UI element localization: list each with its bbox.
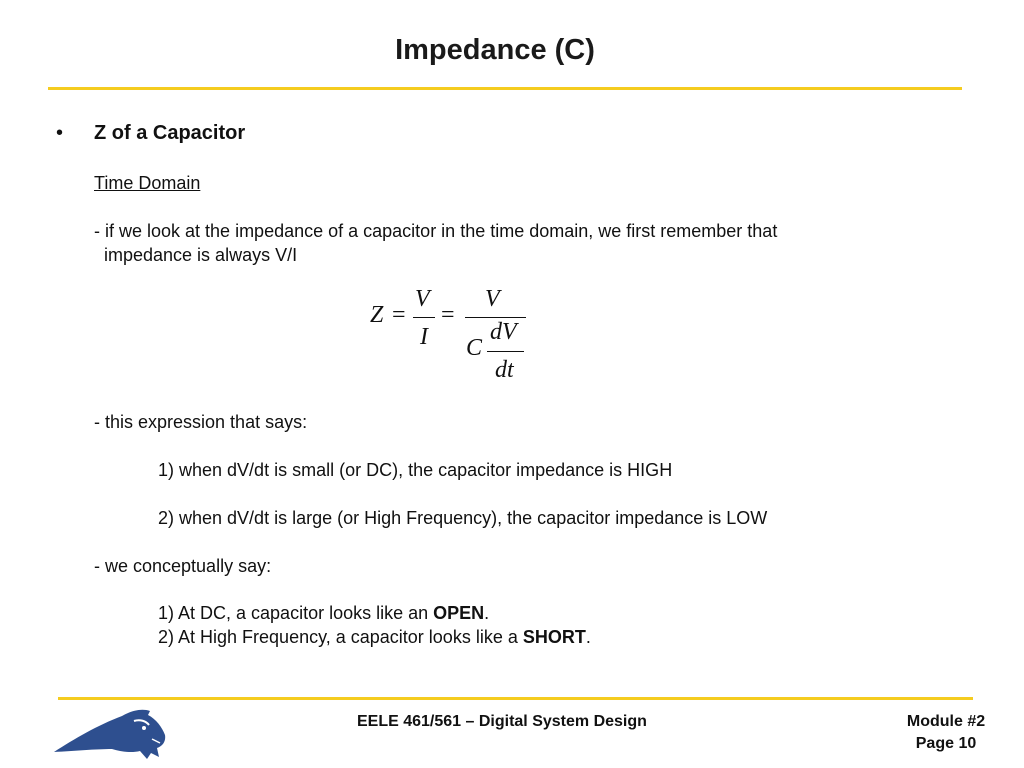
footer-page: Page 10: [915, 735, 977, 752]
impedance-equation: [365, 285, 535, 385]
derivative-denominator: dt: [495, 357, 514, 383]
list-item: 1) when dV/dt is small (or DC), the capacitor impedance is HIGH: [158, 460, 673, 480]
footer-divider: [58, 697, 973, 700]
list-item-text: 1) At DC, a capacitor looks like an: [158, 603, 434, 623]
list-item: [158, 601, 489, 625]
footer-module-page: [896, 711, 996, 755]
list-item: 2) when dV/dt is large (or High Frequency), the capacitor impedance is LOW: [158, 508, 768, 528]
slide-title: Impedance (C): [395, 34, 595, 66]
fraction1-denominator: I: [420, 324, 428, 350]
fraction2-coefficient: C: [466, 335, 483, 361]
equation-equals-1: =: [392, 302, 406, 328]
fraction1-numerator: V: [415, 286, 430, 312]
conceptual-paragraph: - we conceptually say:: [94, 556, 272, 576]
section-heading: Z of a Capacitor: [94, 122, 246, 144]
derivative-line: [487, 351, 524, 352]
expression-paragraph: - this expression that says:: [94, 412, 308, 432]
list-item: [158, 625, 591, 649]
equation-z: Z: [370, 302, 384, 328]
list-item-emphasis: SHORT: [522, 627, 586, 647]
list-item-punct: .: [484, 603, 490, 623]
footer-course: EELE 461/561 – Digital System Design: [357, 713, 647, 730]
title-divider: [48, 87, 962, 90]
bobcat-logo-icon: [52, 705, 170, 765]
footer-module: Module #2: [906, 713, 986, 730]
list-item-emphasis: OPEN: [433, 603, 485, 623]
bullet-marker: •: [56, 122, 64, 144]
list-item-punct: .: [585, 627, 591, 647]
intro-paragraph: - if we look at the impedance of a capacitor in the time domain, we first remember that impedance is always V/I: [94, 221, 778, 265]
fraction2-numerator: V: [485, 286, 500, 312]
subsection-heading: Time Domain: [94, 173, 201, 193]
fraction1-line: [413, 317, 435, 318]
fraction2-line: [465, 317, 526, 318]
derivative-numerator: dV: [490, 319, 517, 345]
list-item-text: 2) At High Frequency, a capacitor looks like a: [158, 627, 523, 647]
equation-equals-2: =: [441, 302, 455, 328]
